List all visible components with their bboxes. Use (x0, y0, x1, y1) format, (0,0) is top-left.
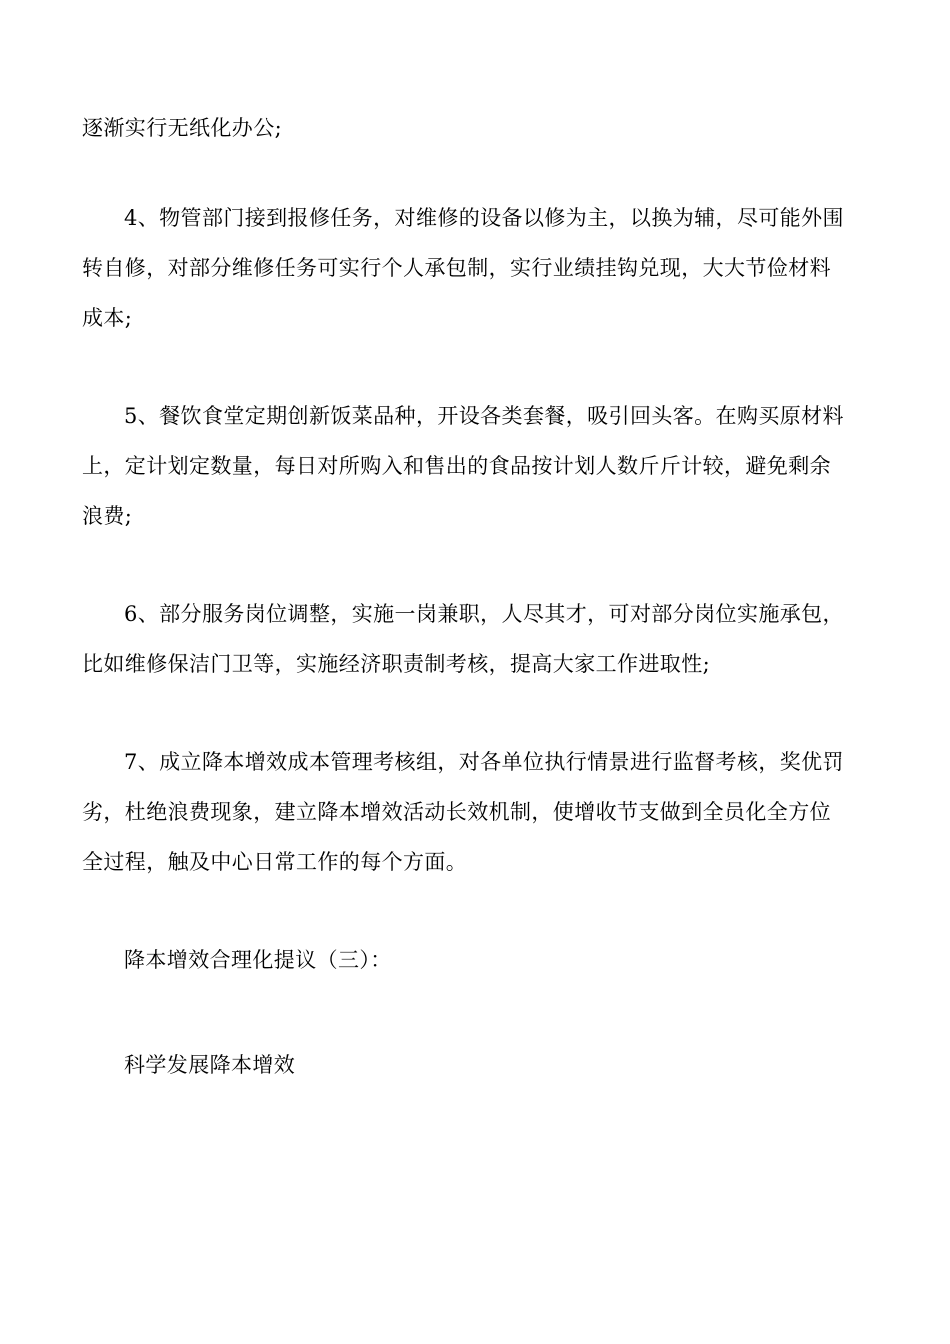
paragraph-4-line-2: 转自修，对部分维修任务可实行个人承包制，实行业绩挂钩兑现，大大节俭材料 (82, 256, 831, 280)
paragraph-7-line-2: 劣，杜绝浪费现象，建立降本增效活动长效机制，使增收节支做到全员化全方位 (82, 800, 831, 824)
paragraph-5-line-2: 上，定计划定数量，每日对所购入和售出的食品按计划人数斤斤计较，避免剩余 (82, 454, 831, 478)
paragraph-4-line-3: 成本; (82, 306, 133, 330)
section-heading: 降本增效合理化提议（三）： (124, 948, 392, 972)
paragraph-6-line-1: 6、部分服务岗位调整，实施一岗兼职，人尽其才，可对部分岗位实施承包， (124, 602, 844, 626)
paragraph-7-line-1: 7、成立降本增效成本管理考核组，对各单位执行情景进行监督考核，奖优罚 (124, 750, 844, 774)
paragraph-4-line-1: 4、物管部门接到报修任务，对维修的设备以修为主，以换为辅，尽可能外围 (124, 206, 844, 230)
paragraph-5-line-1: 5、餐饮食堂定期创新饭菜品种，开设各类套餐，吸引回头客。在购买原材料 (124, 404, 844, 428)
paragraph-7-line-3: 全过程，触及中心日常工作的每个方面。 (82, 850, 468, 874)
paragraph-0-line-1: 逐渐实行无纸化办公; (82, 116, 283, 140)
paragraph-6-line-2: 比如维修保洁门卫等，实施经济职责制考核，提高大家工作进取性; (82, 652, 711, 676)
paragraph-5-line-3: 浪费; (82, 504, 133, 528)
subheading: 科学发展降本增效 (124, 1053, 296, 1077)
